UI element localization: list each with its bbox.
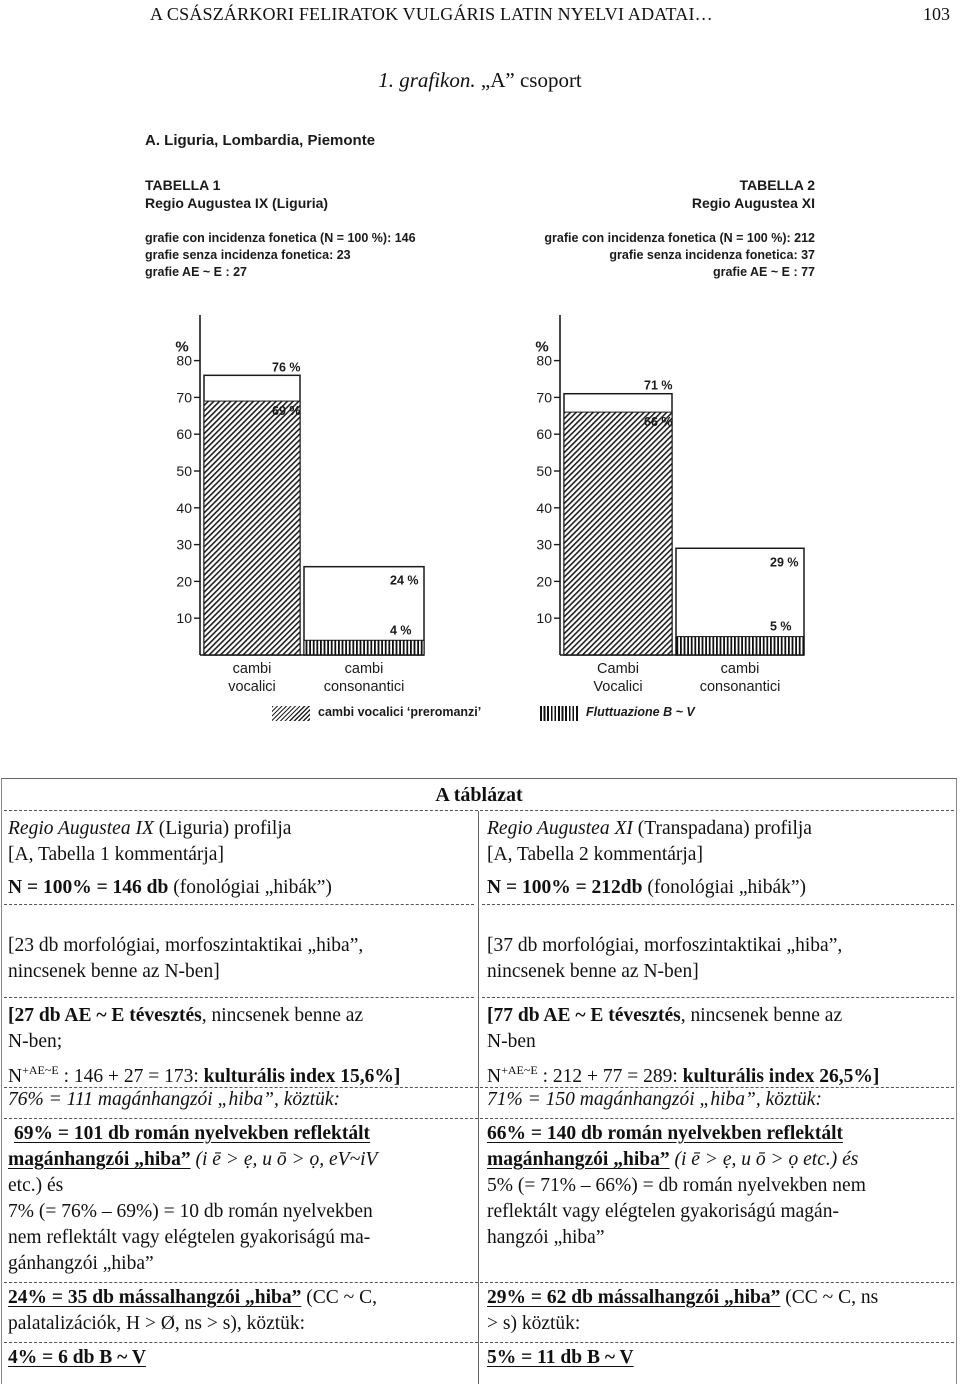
- table-divider: [4, 1118, 954, 1119]
- left-morph-line: nincsenek benne az N-ben]: [8, 961, 220, 982]
- bar-hatched-label: 66 %: [644, 415, 673, 430]
- left-ae-index: kulturális index 15,6%]: [203, 1066, 401, 1087]
- bar-vertical-label: 4 %: [390, 623, 412, 638]
- legend-vertical-swatch: [540, 706, 578, 721]
- category-label: cambi: [344, 661, 384, 677]
- tabella-right: [692, 176, 815, 212]
- y-tick-label: 60: [536, 426, 552, 443]
- left-vowel-a-2: [8, 1147, 377, 1173]
- tabella-left-title: TABELLA 1: [145, 177, 221, 193]
- right-vowel-a-2-text: magánhangzói „hiba”: [487, 1149, 670, 1170]
- stats-left-line: grafie senza incidenza fonetica: 23: [145, 248, 351, 262]
- left-vowel-a-1: [14, 1121, 370, 1147]
- bar-hatched: [564, 412, 672, 655]
- running-head-title: A CSÁSZÁRKORI FELIRATOK VULGÁRIS LATIN NYELVI ADATAI…: [150, 4, 713, 24]
- right-profile-suffix: (Transpadana) profilja: [632, 818, 812, 839]
- tabella-right-regio: Regio Augustea XI: [691, 195, 815, 211]
- stats-right: [544, 230, 815, 281]
- left-n-rest: (fonológiai „hibák”): [168, 877, 332, 898]
- left-n-bold: N = 100% = 146 db: [8, 877, 169, 898]
- right-vowel-a-1-text: 66% = 140 db román nyelvekben reflektált: [487, 1123, 843, 1144]
- chart-right: [535, 315, 804, 695]
- tabella-left-regio: Regio Augustea IX (Liguria): [145, 195, 329, 211]
- figure-caption: [0, 68, 960, 93]
- right-ae-index: kulturális index 26,5%]: [682, 1066, 880, 1087]
- stats-left-line: grafie AE ~ E : 27: [145, 265, 248, 279]
- y-tick-label: 30: [536, 536, 552, 553]
- y-tick-label: 60: [176, 426, 192, 443]
- category-label: Vocalici: [593, 679, 643, 695]
- left-ae-sup: +AE~E: [22, 1063, 59, 1077]
- bar-vertical: [676, 637, 804, 655]
- right-bv: [487, 1345, 634, 1371]
- table-divider: [4, 1282, 954, 1283]
- left-vowel-a-1-text: 69% = 101 db román nyelvekben reflektált: [14, 1123, 370, 1144]
- left-vowel-a-3-text: (i ē > ẹ, u ō > ọ, eV~iV: [190, 1149, 378, 1170]
- right-cons-line2: > s) köztük:: [487, 1313, 581, 1334]
- left-vowel-b-2: nem reflektált vagy elégtelen gyakoriságú ma-: [8, 1227, 371, 1248]
- page-number: 103: [923, 4, 950, 24]
- left-cons-line: [8, 1285, 377, 1311]
- y-axis-label: %: [175, 338, 189, 356]
- left-cons-rest: (CC ~ C,: [301, 1287, 377, 1308]
- right-vowel-a-1: [487, 1121, 843, 1147]
- legend-hatched-swatch: [272, 706, 310, 721]
- left-comment: [A, Tabella 1 kommentárja]: [8, 844, 224, 865]
- left-regio: Regio Augustea IX: [8, 818, 154, 839]
- category-label: vocalici: [228, 679, 276, 695]
- table-divider: [482, 904, 954, 905]
- left-ae-line: [8, 1003, 363, 1029]
- left-bv: [8, 1345, 146, 1371]
- right-vowel-b-3: hangzói „hiba”: [487, 1227, 605, 1248]
- table-title: A táblázat: [435, 784, 523, 806]
- left-ae-index-line: [8, 1057, 400, 1090]
- left-vowel-b-1: 7% (= 76% – 69%) = 10 db román nyelvekben: [8, 1201, 373, 1222]
- bar-hatched: [204, 401, 300, 655]
- left-bv-text: 4% = 6 db B ~ V: [8, 1347, 146, 1368]
- right-ae-bold: [77 db AE ~ E tévesztés: [487, 1005, 681, 1026]
- left-cons-bold: 24% = 35 db mássalhangzói „hiba”: [8, 1287, 302, 1308]
- y-tick-label: 20: [536, 573, 552, 590]
- left-profile-title: [8, 816, 291, 842]
- left-ae-n: N: [8, 1066, 23, 1087]
- bar-total-label: 24 %: [390, 573, 419, 588]
- bar-hatched-label: 69 %: [272, 404, 301, 419]
- bar-total-label: 76 %: [272, 360, 301, 375]
- right-morph-line: nincsenek benne az N-ben]: [487, 961, 699, 982]
- category-label: cambi: [720, 661, 760, 677]
- right-n-bold: N = 100% = 212db: [487, 877, 643, 898]
- table-divider: [4, 810, 954, 811]
- left-vowel-total: [8, 1087, 340, 1113]
- tabella-right-title: TABELLA 2: [739, 177, 815, 193]
- right-comment: [A, Tabella 2 kommentárja]: [487, 844, 703, 865]
- stats-right-line: grafie senza incidenza fonetica: 37: [609, 248, 815, 262]
- table-divider: [4, 1342, 954, 1343]
- bar-vertical-label: 5 %: [770, 619, 792, 634]
- right-morph-line: [37 db morfológiai, morfoszintaktikai „hiba”,: [487, 935, 843, 956]
- table-divider: [4, 997, 474, 998]
- left-vowel-a-4: etc.) és: [8, 1175, 64, 1196]
- left-vowel-b-3: gánhangzói „hiba”: [8, 1253, 154, 1274]
- left-ae-rest: , nincsenek benne az: [201, 1005, 364, 1026]
- right-cons-bold: 29% = 62 db mássalhangzói „hiba”: [487, 1287, 781, 1308]
- right-cons-line: [487, 1285, 878, 1311]
- right-vowel-a-2: [487, 1147, 858, 1173]
- right-ae-index-line: [487, 1057, 879, 1090]
- legend-vertical-label: Fluttuazione B ~ V: [586, 705, 695, 719]
- stats-left-line: grafie con incidenza fonetica (N = 100 %): 146: [145, 231, 416, 245]
- bar-vertical: [304, 640, 424, 655]
- right-ae-line: [487, 1003, 842, 1029]
- y-tick-label: 20: [176, 573, 192, 590]
- right-ae-line2: N-ben: [487, 1031, 536, 1052]
- right-ae-rest: , nincsenek benne az: [680, 1005, 843, 1026]
- left-vowel-total-text: 76% = 111 magánhangzói „hiba”, köztük:: [8, 1089, 341, 1110]
- left-profile-suffix: (Liguria) profilja: [153, 818, 292, 839]
- right-n-rest: (fonológiai „hibák”): [642, 877, 807, 898]
- left-vowel-a-2-text: magánhangzói „hiba”: [8, 1149, 191, 1170]
- right-cons-rest: (CC ~ C, ns: [780, 1287, 879, 1308]
- right-ae-sup: +AE~E: [501, 1063, 538, 1077]
- legend-hatched-label: cambi vocalici ‘preromanzi’: [318, 705, 482, 719]
- right-profile-title: [487, 816, 812, 842]
- right-regio: Regio Augustea XI: [487, 818, 633, 839]
- left-morph-line: [23 db morfológiai, morfoszintaktikai „hiba”,: [8, 935, 364, 956]
- right-vowel-total: [487, 1087, 822, 1113]
- running-head: [0, 4, 960, 30]
- y-axis-label: %: [535, 338, 549, 356]
- legend: [272, 704, 772, 728]
- right-vowel-a-3-text: (i ē > ẹ, u ō > ọ etc.) és: [669, 1149, 859, 1170]
- right-ae-n: N: [487, 1066, 502, 1087]
- y-tick-label: 70: [176, 389, 192, 406]
- stats-left: [145, 230, 416, 281]
- category-label: consonantici: [323, 679, 405, 695]
- left-n-total: [8, 875, 332, 901]
- right-vowel-total-text: 71% = 150 magánhangzói „hiba”, köztük:: [487, 1089, 822, 1110]
- category-label: cambi: [232, 661, 272, 677]
- right-vowel-b-2: reflektált vagy elégtelen gyakoriságú magán-: [487, 1201, 839, 1222]
- y-tick-label: 50: [536, 463, 552, 479]
- figure-heading: A. Liguria, Lombardia, Piemonte: [145, 132, 376, 149]
- figure: [140, 130, 820, 730]
- table-divider: [482, 997, 954, 998]
- bar-total-label: 29 %: [770, 555, 799, 570]
- left-cons-line2: palatalizációk, H > Ø, ns > s), köztük:: [8, 1313, 306, 1334]
- profile-table: [0, 778, 958, 1384]
- right-bv-text: 5% = 11 db B ~ V: [487, 1347, 634, 1368]
- left-ae-line2: N-ben;: [8, 1031, 63, 1052]
- tabella-left: [145, 176, 328, 212]
- figure-caption-text: „A” csoport: [480, 68, 582, 92]
- bar-total-label: 71 %: [644, 378, 673, 393]
- table-divider: [4, 904, 474, 905]
- y-tick-label: 80: [176, 352, 192, 369]
- y-tick-label: 10: [536, 610, 552, 627]
- chart-left: [175, 315, 424, 695]
- column-divider: [478, 811, 479, 1384]
- y-tick-label: 10: [176, 610, 192, 627]
- y-tick-label: 50: [176, 463, 192, 479]
- y-tick-label: 70: [536, 389, 552, 406]
- stats-right-line: grafie AE ~ E : 77: [712, 265, 815, 279]
- category-label: Cambi: [597, 661, 639, 677]
- left-ae-calc: : 146 + 27 = 173:: [58, 1066, 204, 1087]
- bar-charts: [140, 310, 820, 700]
- category-label: consonantici: [699, 679, 781, 695]
- y-tick-label: 40: [536, 499, 552, 516]
- right-n-total: [487, 875, 806, 901]
- y-tick-label: 40: [176, 499, 192, 516]
- y-tick-label: 80: [536, 352, 552, 369]
- left-ae-bold: [27 db AE ~ E tévesztés: [8, 1005, 202, 1026]
- right-ae-calc: : 212 + 77 = 289:: [537, 1066, 683, 1087]
- stats-right-line: grafie con incidenza fonetica (N = 100 %): 212: [544, 231, 815, 245]
- figure-caption-label: 1. grafikon.: [378, 68, 476, 92]
- right-vowel-b-1: 5% (= 71% – 66%) = db román nyelvekben nem: [487, 1175, 866, 1196]
- y-tick-label: 30: [176, 536, 192, 553]
